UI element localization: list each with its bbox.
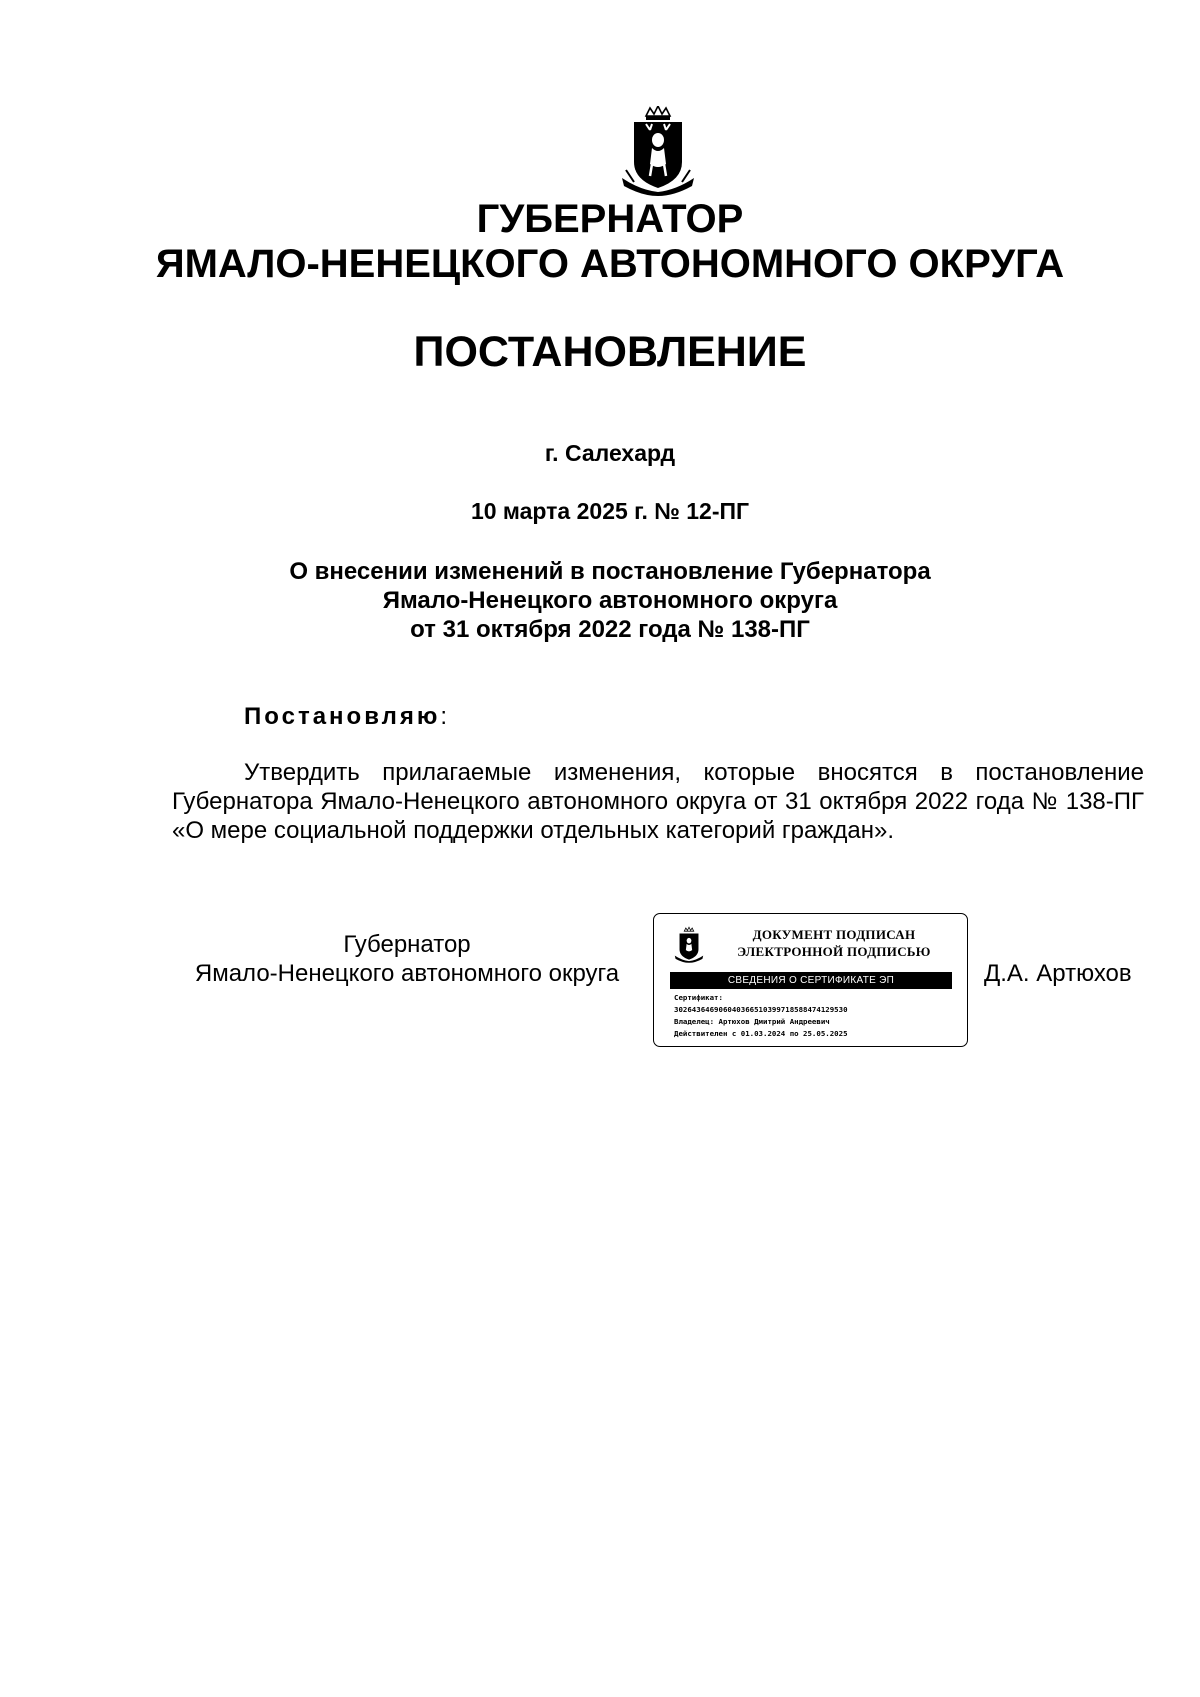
signatory-title-line: Губернатор [343,931,471,958]
subject-line: О внесении изменений в постановление Губернатора [289,558,931,585]
certificate-owner: Владелец: Артюхов Дмитрий Андреевич [674,1017,830,1026]
certificate-label: Сертификат: [674,993,723,1002]
stamp-heading [714,926,954,960]
certificate-details [674,992,848,1040]
subject-line: от 31 октября 2022 года № 138-ПГ [410,616,810,643]
signatory-title [172,930,642,988]
e-signature-stamp [653,913,968,1047]
decree-word: Постановляю [244,703,441,730]
signatory-title-line: Ямало-Ненецкого автономного округа [194,960,620,987]
certificate-info-bar: СВЕДЕНИЯ О СЕРТИФИКАТЕ ЭП [670,972,952,989]
certificate-validity: Действителен с 01.03.2024 по 25.05.2025 [674,1029,848,1038]
date-and-number: 10 марта 2025 г. № 12-ПГ [470,498,750,524]
coat-of-arms-icon [674,926,704,964]
certificate-number: 302643646906040366510399718588474129530 [674,1005,848,1014]
authority-title: ГУБЕРНАТОР [476,197,744,241]
authority-region: ЯМАЛО-НЕНЕЦКОГО АВТОНОМНОГО ОКРУГА [155,242,1065,286]
city: г. Салехард [544,440,676,466]
stamp-heading-line: ДОКУМЕНТ ПОДПИСАН [752,927,916,942]
document-type-title: ПОСТАНОВЛЕНИЕ [413,328,807,376]
subject-line: Ямало-Ненецкого автономного округа [382,587,838,614]
coat-of-arms-icon [620,106,696,196]
document-subject [0,557,1200,644]
decree-colon: : [440,703,448,730]
signatory-name: Д.А. Артюхов [984,960,1132,987]
decree-heading [244,702,447,732]
body-paragraph: Утвердить прилагаемые изменения, которые вносятся в постановление Губернатора Ямало-Ненецкого автономного округа от 31 октября 2022 года № 138-ПГ «О мере социальной поддержки отдельных категорий граждан». [172,759,1144,844]
stamp-heading-line: ЭЛЕКТРОННОЙ ПОДПИСЬЮ [737,944,931,959]
